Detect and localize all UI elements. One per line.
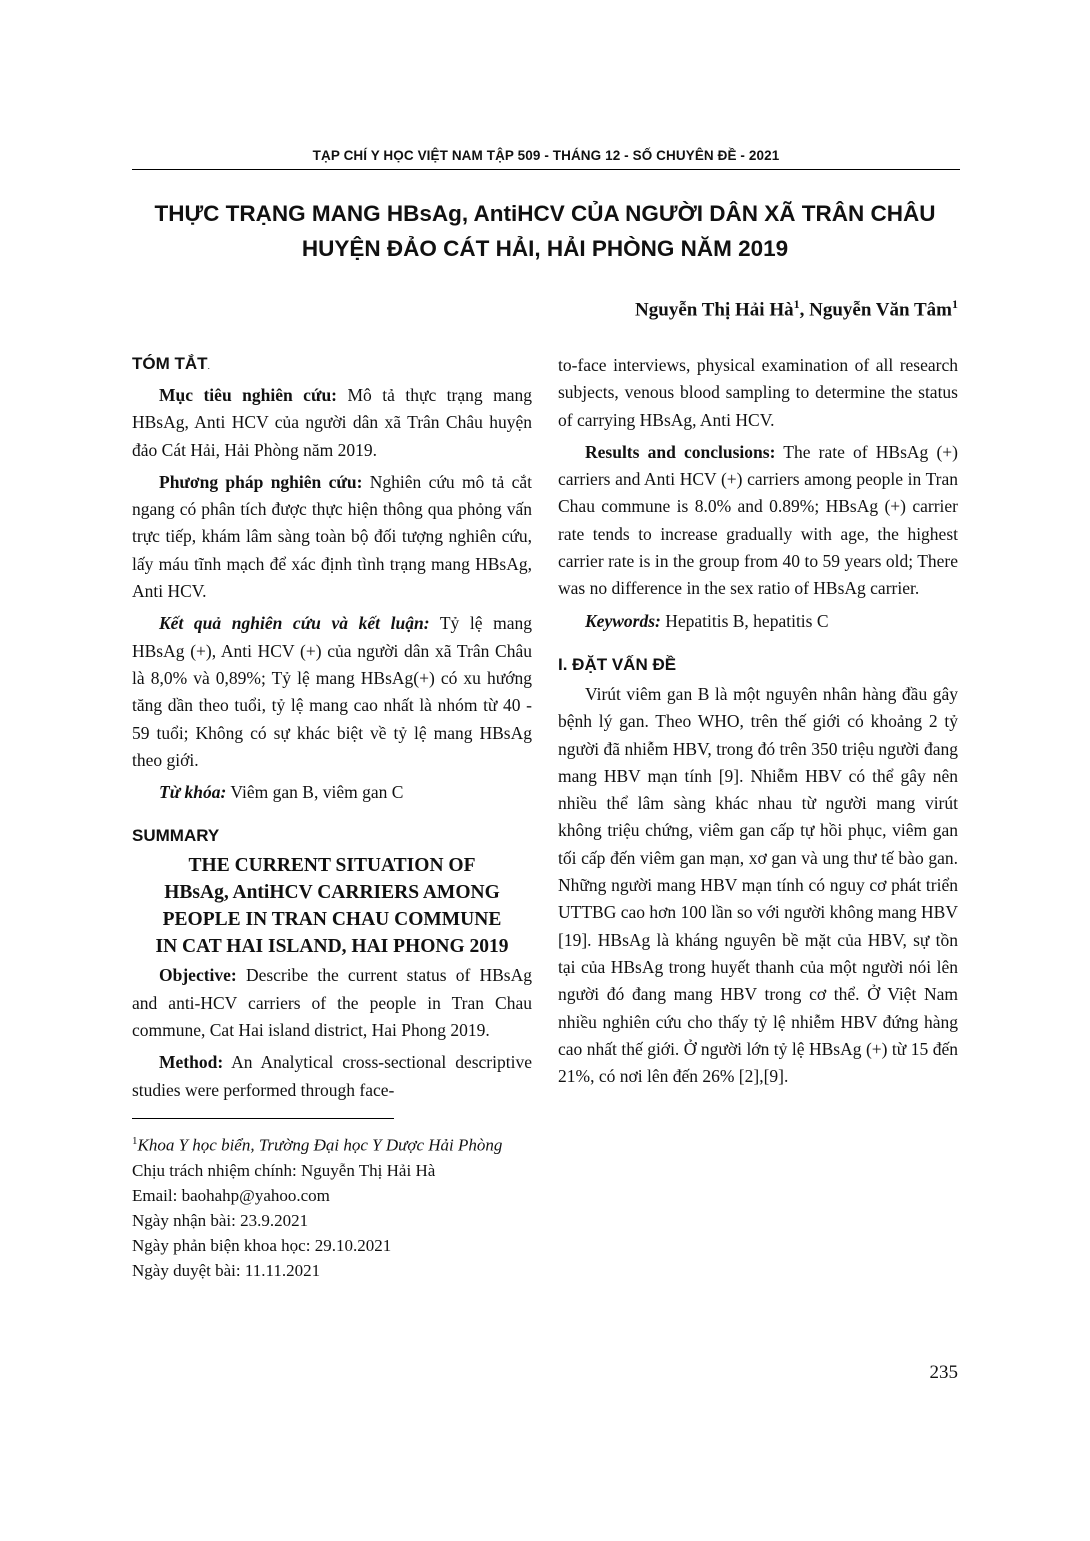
abstract-objective-text: Mô tả thực trạng mang HBsAg, Anti HCV của người dân xã Trân Châu huyện đảo Cát Hải, Hải Phòng năm 2019.	[132, 385, 532, 460]
footnote-affiliation-text: Khoa Y học biển, Trường Đại học Y Dược Hải Phòng	[137, 1135, 503, 1155]
abstract-vi-heading-text: TÓM TẮT	[132, 354, 208, 373]
abstract-vi-heading-mark: .	[207, 361, 211, 371]
summary-title-line-1: THE CURRENT SITUATION OF	[188, 855, 476, 877]
abstract-results-text: Tỷ lệ mang HBsAg (+), Anti HCV (+) của người dân xã Trân Châu là 8,0% và 0,89%; Tỷ lệ mang HBsAg(+) có xu hướng tăng dần theo tuổi, tỷ lệ mang cao nhất là nhóm từ 40 - 59 tuổi; Không có sự khác biệt về tỷ lệ mang HBsAg theo giới.	[132, 613, 532, 770]
summary-objective	[132, 962, 532, 1044]
summary-results-text: The rate of HBsAg (+) carriers and Anti HCV (+) carriers among people in Tran Chau commune is 8.0% and 0.89%; HBsAg (+) carrier rate tends to increase gradually with age, the highest carrier rate is in the group from 40 to 59 years old; There was no difference in the sex ratio of HBsAg carrier.	[558, 441, 958, 599]
summary-objective-label: Objective:	[159, 965, 237, 986]
title-line-1: THỰC TRẠNG MANG HBsAg, AntiHCV CỦA NGƯỜI DÂN XÃ TRÂN CHÂU	[154, 201, 936, 226]
journal-header: TẠP CHÍ Y HỌC VIỆT NAM TẬP 509 - THÁNG 12 - SỐ CHUYÊN ĐỀ - 2021	[312, 148, 780, 163]
summary-heading: SUMMARY	[132, 826, 220, 846]
author-1: Nguyễn Thị Hải Hà	[635, 299, 794, 321]
authors	[635, 297, 958, 321]
author-1-affiliation-mark: 1	[793, 297, 800, 311]
abstract-keywords-label: Từ khóa:	[159, 782, 227, 803]
abstract-results-label: Kết quả nghiên cứu và kết luận:	[159, 613, 430, 634]
summary-keywords	[558, 608, 958, 635]
summary-method-continued: to-face interviews, physical examination of all research subjects, venous blood sampling to determine the status of carrying HBsAg, Anti HCV.	[558, 355, 958, 430]
footnote-received: Ngày nhận bài: 23.9.2021	[132, 1210, 309, 1230]
summary-title-line-3: PEOPLE IN TRAN CHAU COMMUNE	[162, 909, 502, 931]
author-2-affiliation-mark: 1	[952, 297, 958, 311]
summary-keywords-label: Keywords:	[585, 610, 661, 631]
article-title	[110, 196, 980, 266]
abstract-vi-heading	[132, 352, 532, 378]
summary-method	[132, 1049, 532, 1104]
footnote-email: Email: baohahp@yahoo.com	[132, 1185, 330, 1205]
author-2: Nguyễn Văn Tâm	[809, 299, 952, 321]
summary-keywords-text: Hepatitis B, hepatitis C	[660, 610, 829, 631]
footnote-responsible: Chịu trách nhiệm chính: Nguyễn Thị Hải Hà	[132, 1160, 436, 1180]
title-line-2: HUYỆN ĐẢO CÁT HẢI, HẢI PHÒNG NĂM 2019	[301, 236, 789, 261]
footnote-approved: Ngày duyệt bài: 11.11.2021	[132, 1260, 321, 1280]
abstract-keywords-text: Viêm gan B, viêm gan C	[226, 782, 404, 803]
abstract-results	[132, 610, 532, 774]
summary-title-line-2: HBsAg, AntiHCV CARRIERS AMONG	[164, 882, 500, 904]
left-column	[132, 352, 532, 1283]
header-rule	[132, 169, 960, 170]
section-1-paragraph: Virút viêm gan B là một nguyên nhân hàng đầu gây bệnh lý gan. Theo WHO, trên thế giới có khoảng 2 tỷ người đã nhiễm HBV, trong đó trên 350 triệu người đang mang HBV mạn tính [9]. Nhiễm HBV có thể gây nên nhiều thể lâm sàng khác nhau từ người mang virút không triệu chứng, viêm gan cấp tự hồi phục, viêm gan tối cấp đến viêm gan mạn, xơ gan và ung thư tế bào gan. Những người mang HBV mạn tính có nguy cơ phát triển UTTBG cao hơn 100 lần so với người không mang HBV [19]. HBsAg là kháng nguyên bề mặt của HBV, sự tồn tại của HBsAg trong huyết thanh của một người nói lên người đó đang mang HBV trong cơ thể. Ở Việt Nam nhiều nghiên cứu cho thấy tỷ lệ nhiễm HBV đứng hàng cao nhất thế giới. Ở người lớn tỷ lệ HBsAg (+) từ 15 đến 21%, có nơi lên đến 26% [2],[9].	[558, 683, 958, 1087]
abstract-method-text: Nghiên cứu mô tả cắt ngang có phân tích được thực hiện thông qua phỏng vấn trực tiếp, khám lâm sàng toàn bộ đối tượng nghiên cứu, lấy máu tĩnh mạch để xác định tình trạng mang HBsAg, Anti HCV.	[132, 471, 532, 602]
section-1-heading: I. ĐẶT VẤN ĐỀ	[558, 654, 677, 674]
abstract-keywords	[132, 779, 532, 806]
abstract-method-label: Phương pháp nghiên cứu:	[159, 471, 363, 492]
author-separator: ,	[799, 299, 810, 321]
summary-results	[558, 439, 958, 603]
summary-objective-text: Describe the current status of HBsAg and anti-HCV carriers of the people in Tran Chau commune, Cat Hai island district, Hai Phong 2019.	[132, 965, 532, 1041]
summary-method-label: Method:	[159, 1052, 224, 1073]
abstract-objective-label: Mục tiêu nghiên cứu:	[159, 385, 338, 405]
abstract-method	[132, 469, 532, 605]
section-1-body	[558, 681, 958, 1090]
right-column	[558, 352, 958, 1090]
footnote-mark: 1	[132, 1134, 138, 1147]
footnote-rule	[132, 1118, 394, 1119]
summary-method-text: An Analytical cross-sectional descriptive studies were performed through face-	[132, 1052, 532, 1100]
summary-title-line-4: IN CAT HAI ISLAND, HAI PHONG 2019	[155, 936, 509, 958]
footnote-affiliation	[132, 1129, 532, 1158]
summary-results-label: Results and conclusions:	[585, 441, 776, 462]
footnote-reviewed: Ngày phản biện khoa học: 29.10.2021	[132, 1235, 392, 1255]
page-number: 235	[929, 1362, 958, 1383]
abstract-objective	[132, 382, 532, 464]
summary-title	[126, 852, 538, 960]
